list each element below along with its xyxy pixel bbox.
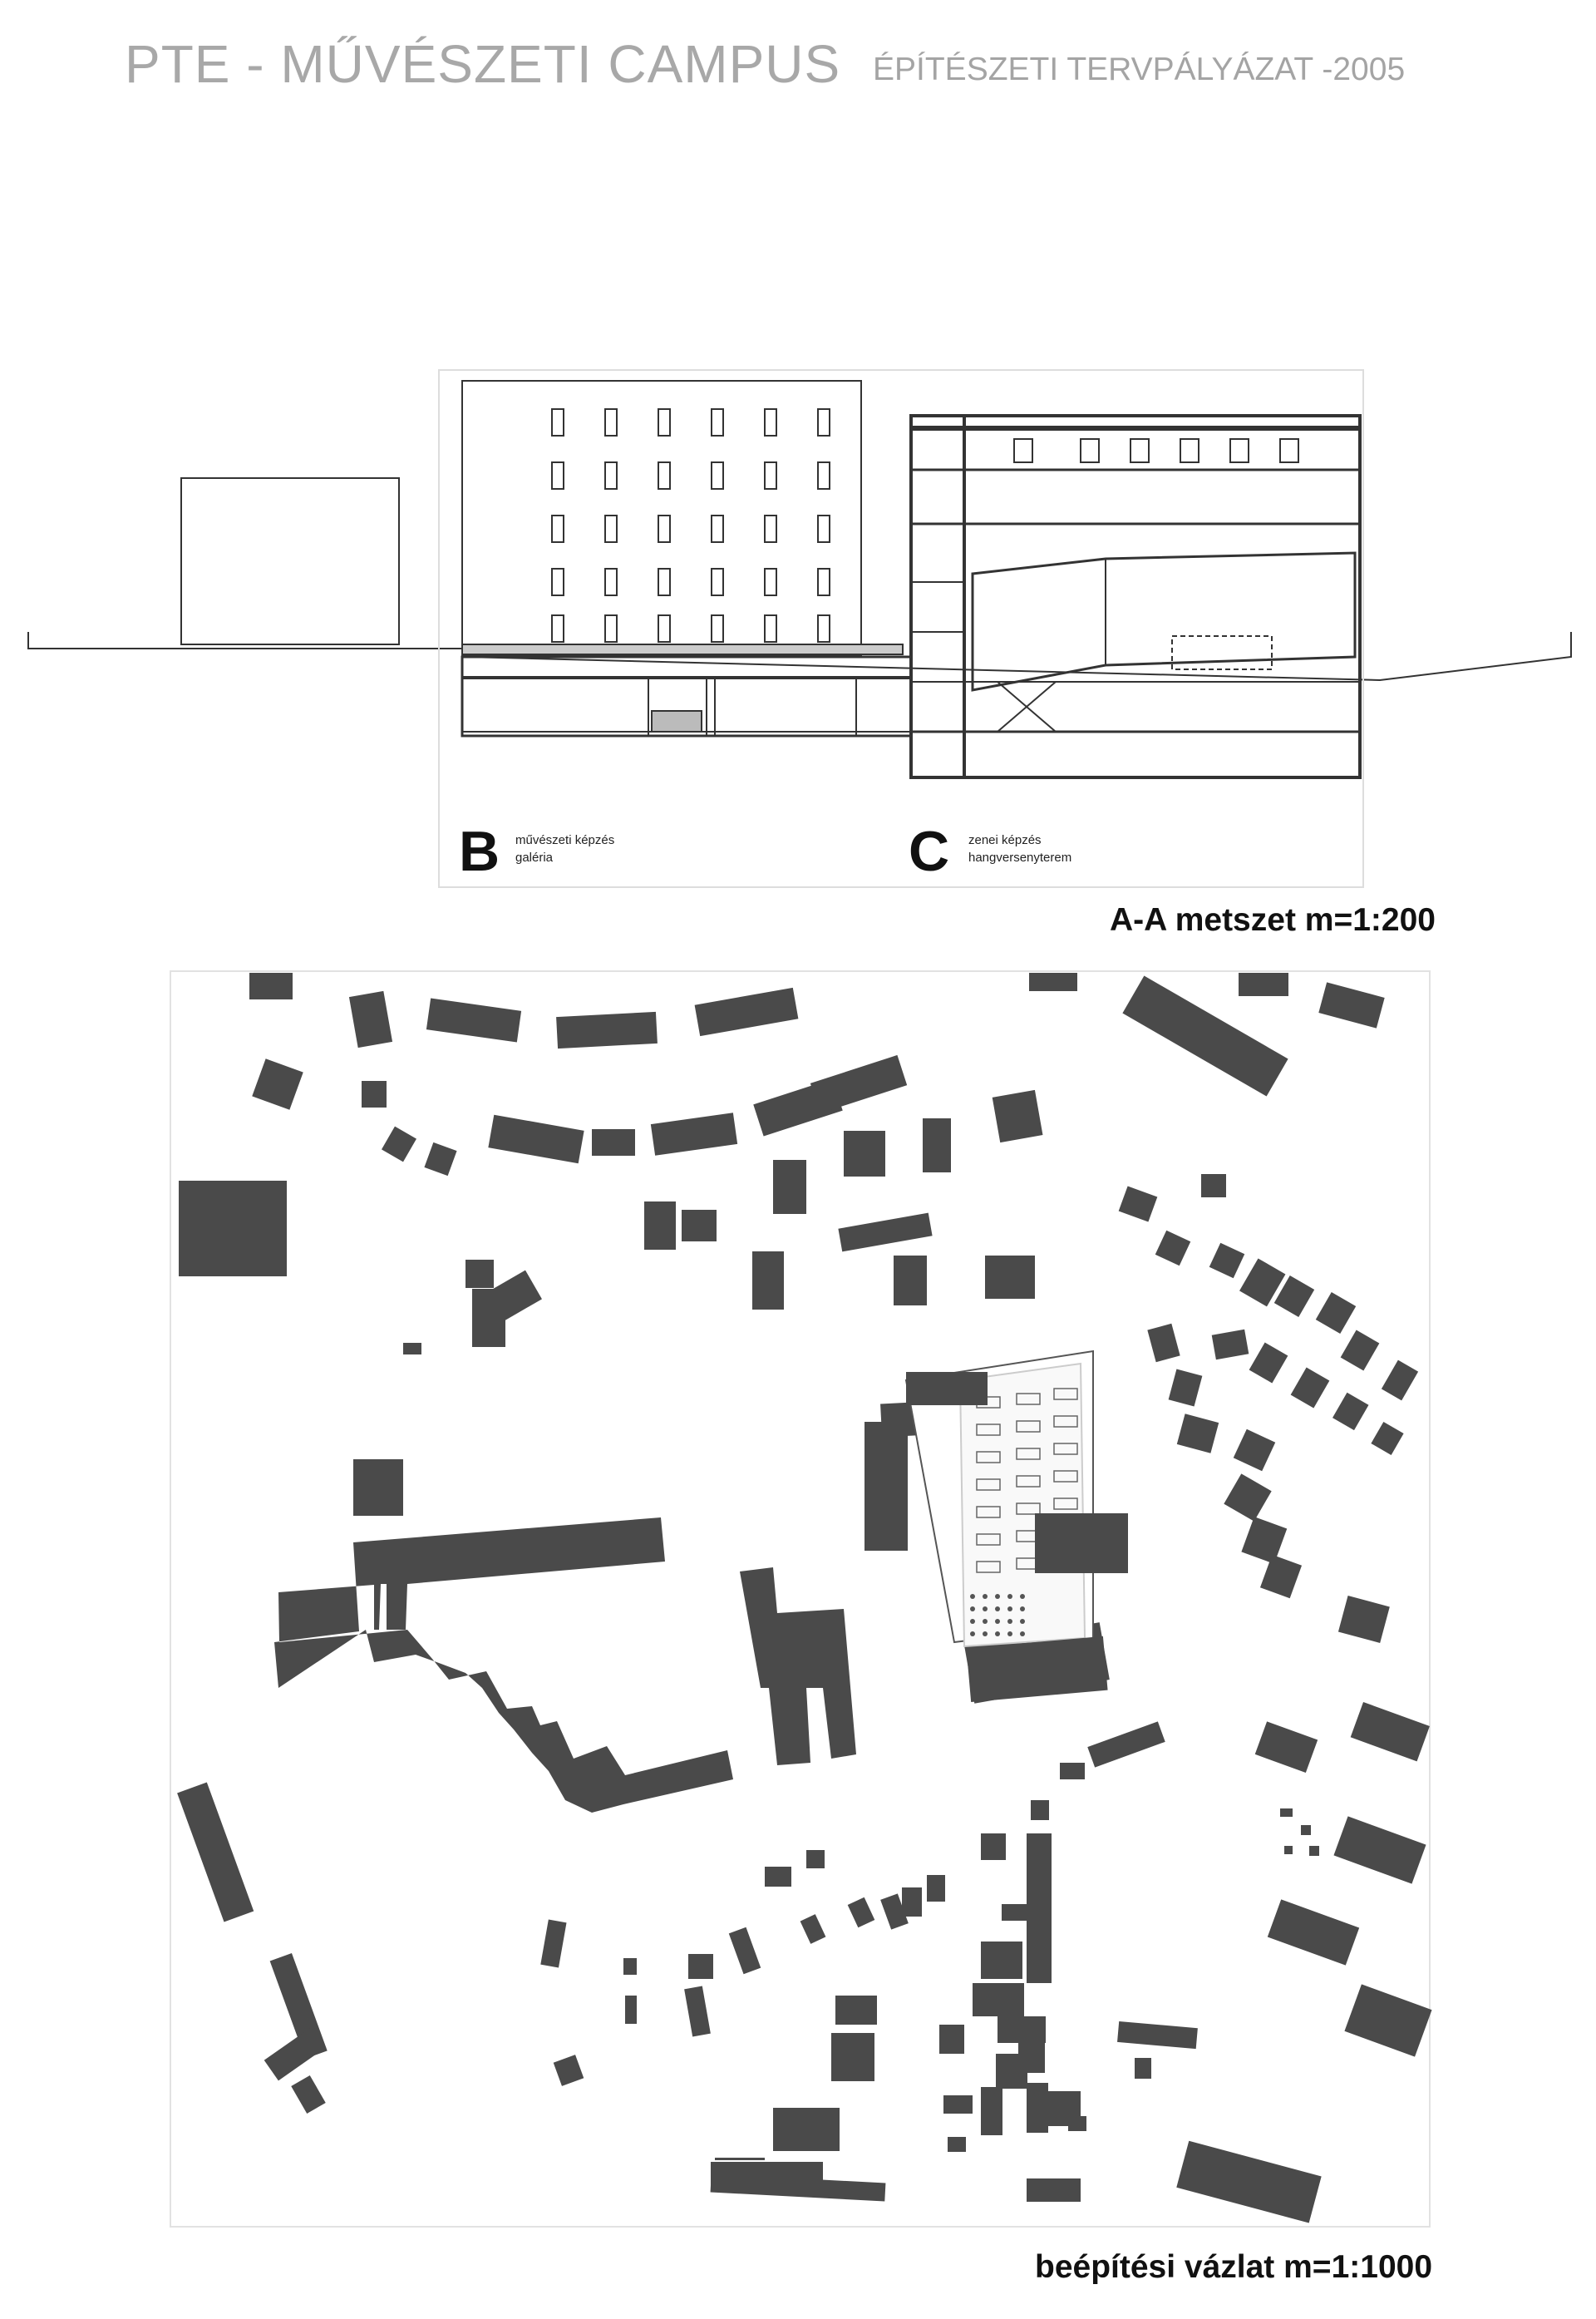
block-c-line1: zenei képzés <box>968 833 1042 847</box>
campus-block-east <box>1035 1513 1128 1573</box>
site-plan-buildings <box>177 973 1431 2223</box>
page-title: PTE - MŰVÉSZETI CAMPUS <box>125 34 841 94</box>
block-c-line2: hangversenyterem <box>968 851 1072 865</box>
block-c-letter: C <box>909 820 950 883</box>
block-b-line1: művészeti képzés <box>515 833 615 847</box>
block-b-line2: galéria <box>515 851 554 865</box>
section-caption: A-A metszet m=1:200 <box>1110 902 1436 938</box>
campus-block-west <box>864 1426 904 1551</box>
page-subtitle: ÉPÍTÉSZETI TERVPÁLYÁZAT -2005 <box>873 52 1406 87</box>
site-plan-frame <box>170 971 1430 2227</box>
siteplan-caption: beépítési vázlat m=1:1000 <box>1035 2249 1433 2285</box>
campus-block-north <box>906 1372 988 1405</box>
block-b-letter: B <box>459 820 500 883</box>
